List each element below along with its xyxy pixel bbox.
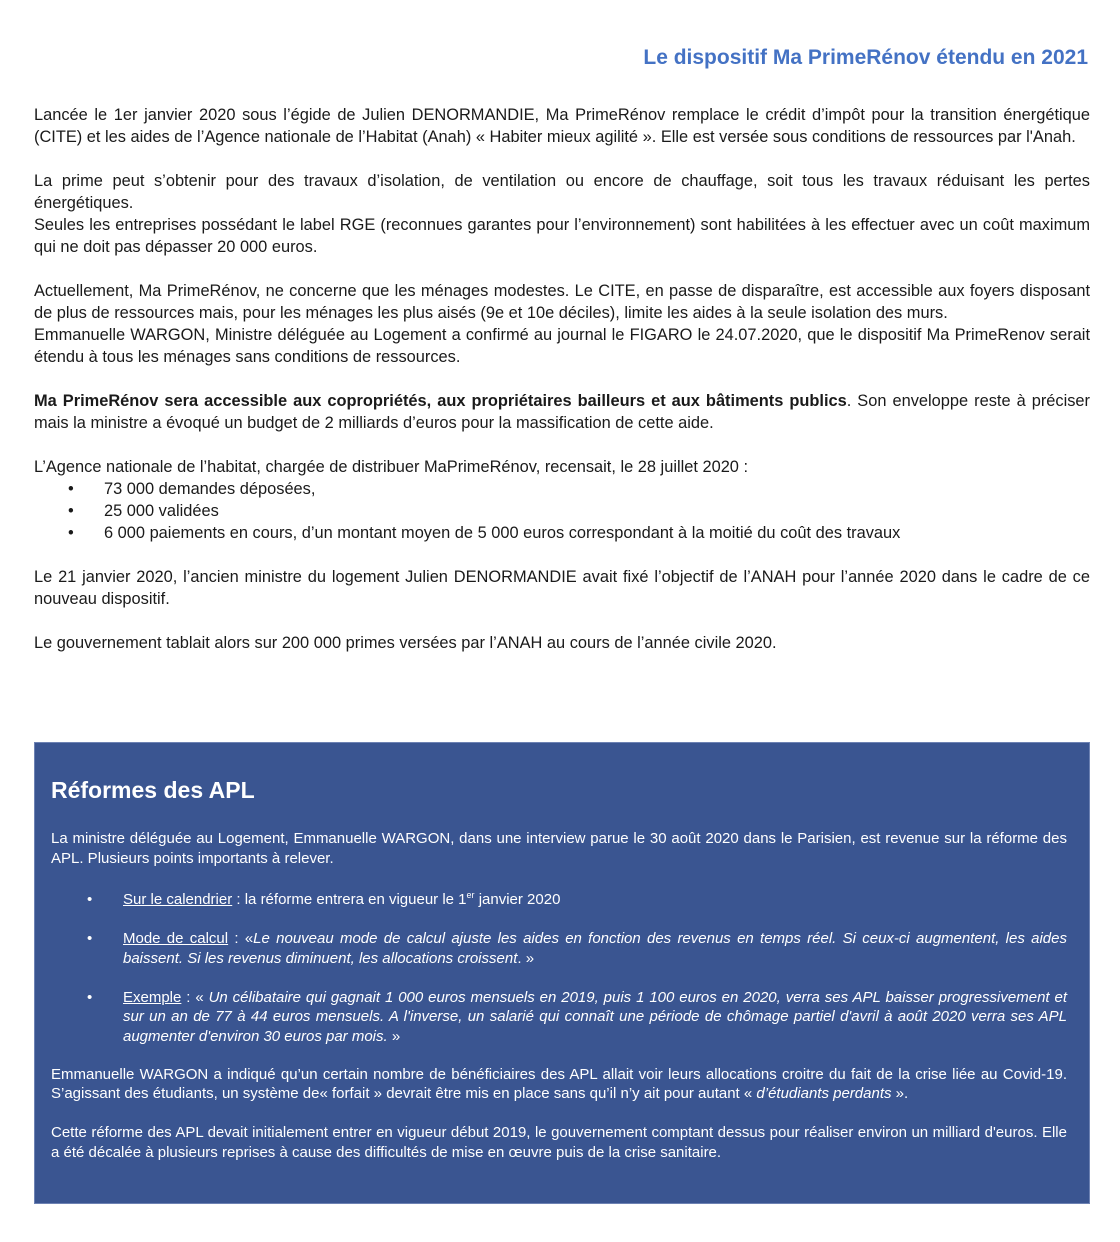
apl-reform-box	[34, 742, 1090, 1204]
paragraph-anah: L’Agence nationale de l’habitat, chargée de distribuer MaPrimeRénov, recensait, le 28 juillet 2020 :	[34, 458, 749, 476]
box-paragraph-students	[51, 1065, 1067, 1104]
calendar-text: : la réforme entrera en vigueur le 1	[232, 891, 467, 908]
paragraph-wargon: Emmanuelle WARGON, Ministre déléguée au Logement a confirmé au journal le FIGARO le 24.07.2020, que le dispositif Ma PrimeRenov serait étendu à tous les ménages sans conditions de ressources.	[34, 326, 1090, 366]
list-item: • 73 000 demandes déposées,	[104, 478, 1090, 500]
list-item: • 25 000 validées	[104, 500, 1090, 522]
stats-list	[34, 478, 1090, 544]
paragraph-launch: Lancée le 1er janvier 2020 sous l’égide de Julien DENORMANDIE, Ma PrimeRénov remplace le crédit d’impôt pour la transition énergétique (CITE) et les aides de l’Agence nationale de l’Habitat (Anah) « Habiter mieux agilité ». Elle est versée sous conditions de ressources par l'Anah.	[34, 106, 1090, 146]
paragraph-accessible	[34, 390, 1090, 434]
bold-statement: Ma PrimeRénov sera accessible aux copropriétés, aux propriétaires bailleurs et aux bâtiments publics	[34, 392, 847, 410]
calculation-quote: Le nouveau mode de calcul ajuste les aides en fonction des revenus en temps réel. Si ceux-ci augmentent, les aides baissent. Si les revenus diminuent, les allocations croissent	[123, 930, 1067, 967]
box-heading: Réformes des APL	[51, 777, 255, 803]
article-body	[34, 104, 1090, 654]
example-pre: : «	[181, 988, 204, 1006]
list-item: • 6 000 paiements en cours, d’un montant moyen de 5 000 euros correspondant à la moitié du coût des travaux	[104, 522, 1090, 544]
box-paragraph-delay: Cette réforme des APL devait initialement entrer en vigueur début 2019, le gouvernement comptant dessus pour réaliser environ un milliard d'euros. Elle a été décalée à plusieurs reprises à cause des difficultés de mise en œuvre puis de la crise sanitaire.	[51, 1124, 1067, 1161]
paragraph-rge: Seules les entreprises possédant le label RGE (reconnues garantes pour l’environnement) sont habilitées à les effectuer avec un coût maximum qui ne doit pas dépasser 20 000 euros.	[34, 216, 1090, 256]
paragraph-accessible-rest: . Son enveloppe reste à préciser mais la ministre a évoqué un budget de 2 milliards d’euros pour la massification de cette aide.	[34, 392, 1090, 432]
paragraph-works: La prime peut s’obtenir pour des travaux d’isolation, de ventilation ou encore de chauffage, soit tous les travaux réduisant les pertes énergétiques.	[34, 172, 1090, 212]
paragraph-current: Actuellement, Ma PrimeRénov, ne concerne que les ménages modestes. Le CITE, en passe de disparaître, est accessible aux foyers disposant de plus de ressources mais, pour les ménages les plus aisés (9e et 10e déciles), limite les aides à la seule isolation des murs.	[34, 282, 1090, 322]
students-text: Emmanuelle WARGON a indiqué qu’un certain nombre de bénéficiaires des APL allait voir leurs allocations croitre du fait de la crise liée au Covid-19. S’agissant des étudiants, un système de« forfait » devrait être mis en place sans qu’il n’y ait pour autant «	[51, 1065, 1067, 1102]
calculation-label: Mode de calcul	[123, 930, 229, 947]
list-item-example	[123, 988, 1067, 1047]
box-points-list	[51, 890, 1067, 1046]
example-label: Exemple	[123, 988, 182, 1006]
list-item-calendar	[123, 890, 1067, 910]
students-text-end: ».	[891, 1085, 909, 1102]
calendar-sup: er	[466, 890, 475, 900]
example-quote: Un célibataire qui gagnait 1 000 euros mensuels en 2019, puis 1 100 euros en 2020, verra ses APL baisser progressivement et sur un an de 77 à 44 euros mensuels. A l'inverse, un salarié qui connaît une période de chômage partiel d'avril à août 2020 verra ses APL augmenter d'environ 30 euros par mois.	[123, 988, 1067, 1045]
calendar-text-end: janvier 2020	[474, 891, 561, 908]
example-post: »	[387, 1027, 401, 1045]
students-italic: d’étudiants perdants	[756, 1085, 892, 1102]
calculation-pre: : «	[228, 930, 254, 947]
calculation-post: . »	[517, 949, 535, 967]
paragraph-objective: Le 21 janvier 2020, l’ancien ministre du logement Julien DENORMANDIE avait fixé l’objectif de l’ANAH pour l’année 2020 dans le cadre de ce nouveau dispositif.	[34, 568, 1090, 608]
box-intro: La ministre déléguée au Logement, Emmanuelle WARGON, dans une interview parue le 30 août 2020 dans le Parisien, est revenue sur la réforme des APL. Plusieurs points importants à relever.	[51, 830, 1067, 867]
page-title: Le dispositif Ma PrimeRénov étendu en 2021	[643, 46, 1088, 69]
calendar-label: Sur le calendrier	[123, 891, 233, 908]
list-item-calculation	[123, 929, 1067, 968]
paragraph-forecast: Le gouvernement tablait alors sur 200 000 primes versées par l’ANAH au cours de l’année civile 2020.	[34, 634, 777, 652]
